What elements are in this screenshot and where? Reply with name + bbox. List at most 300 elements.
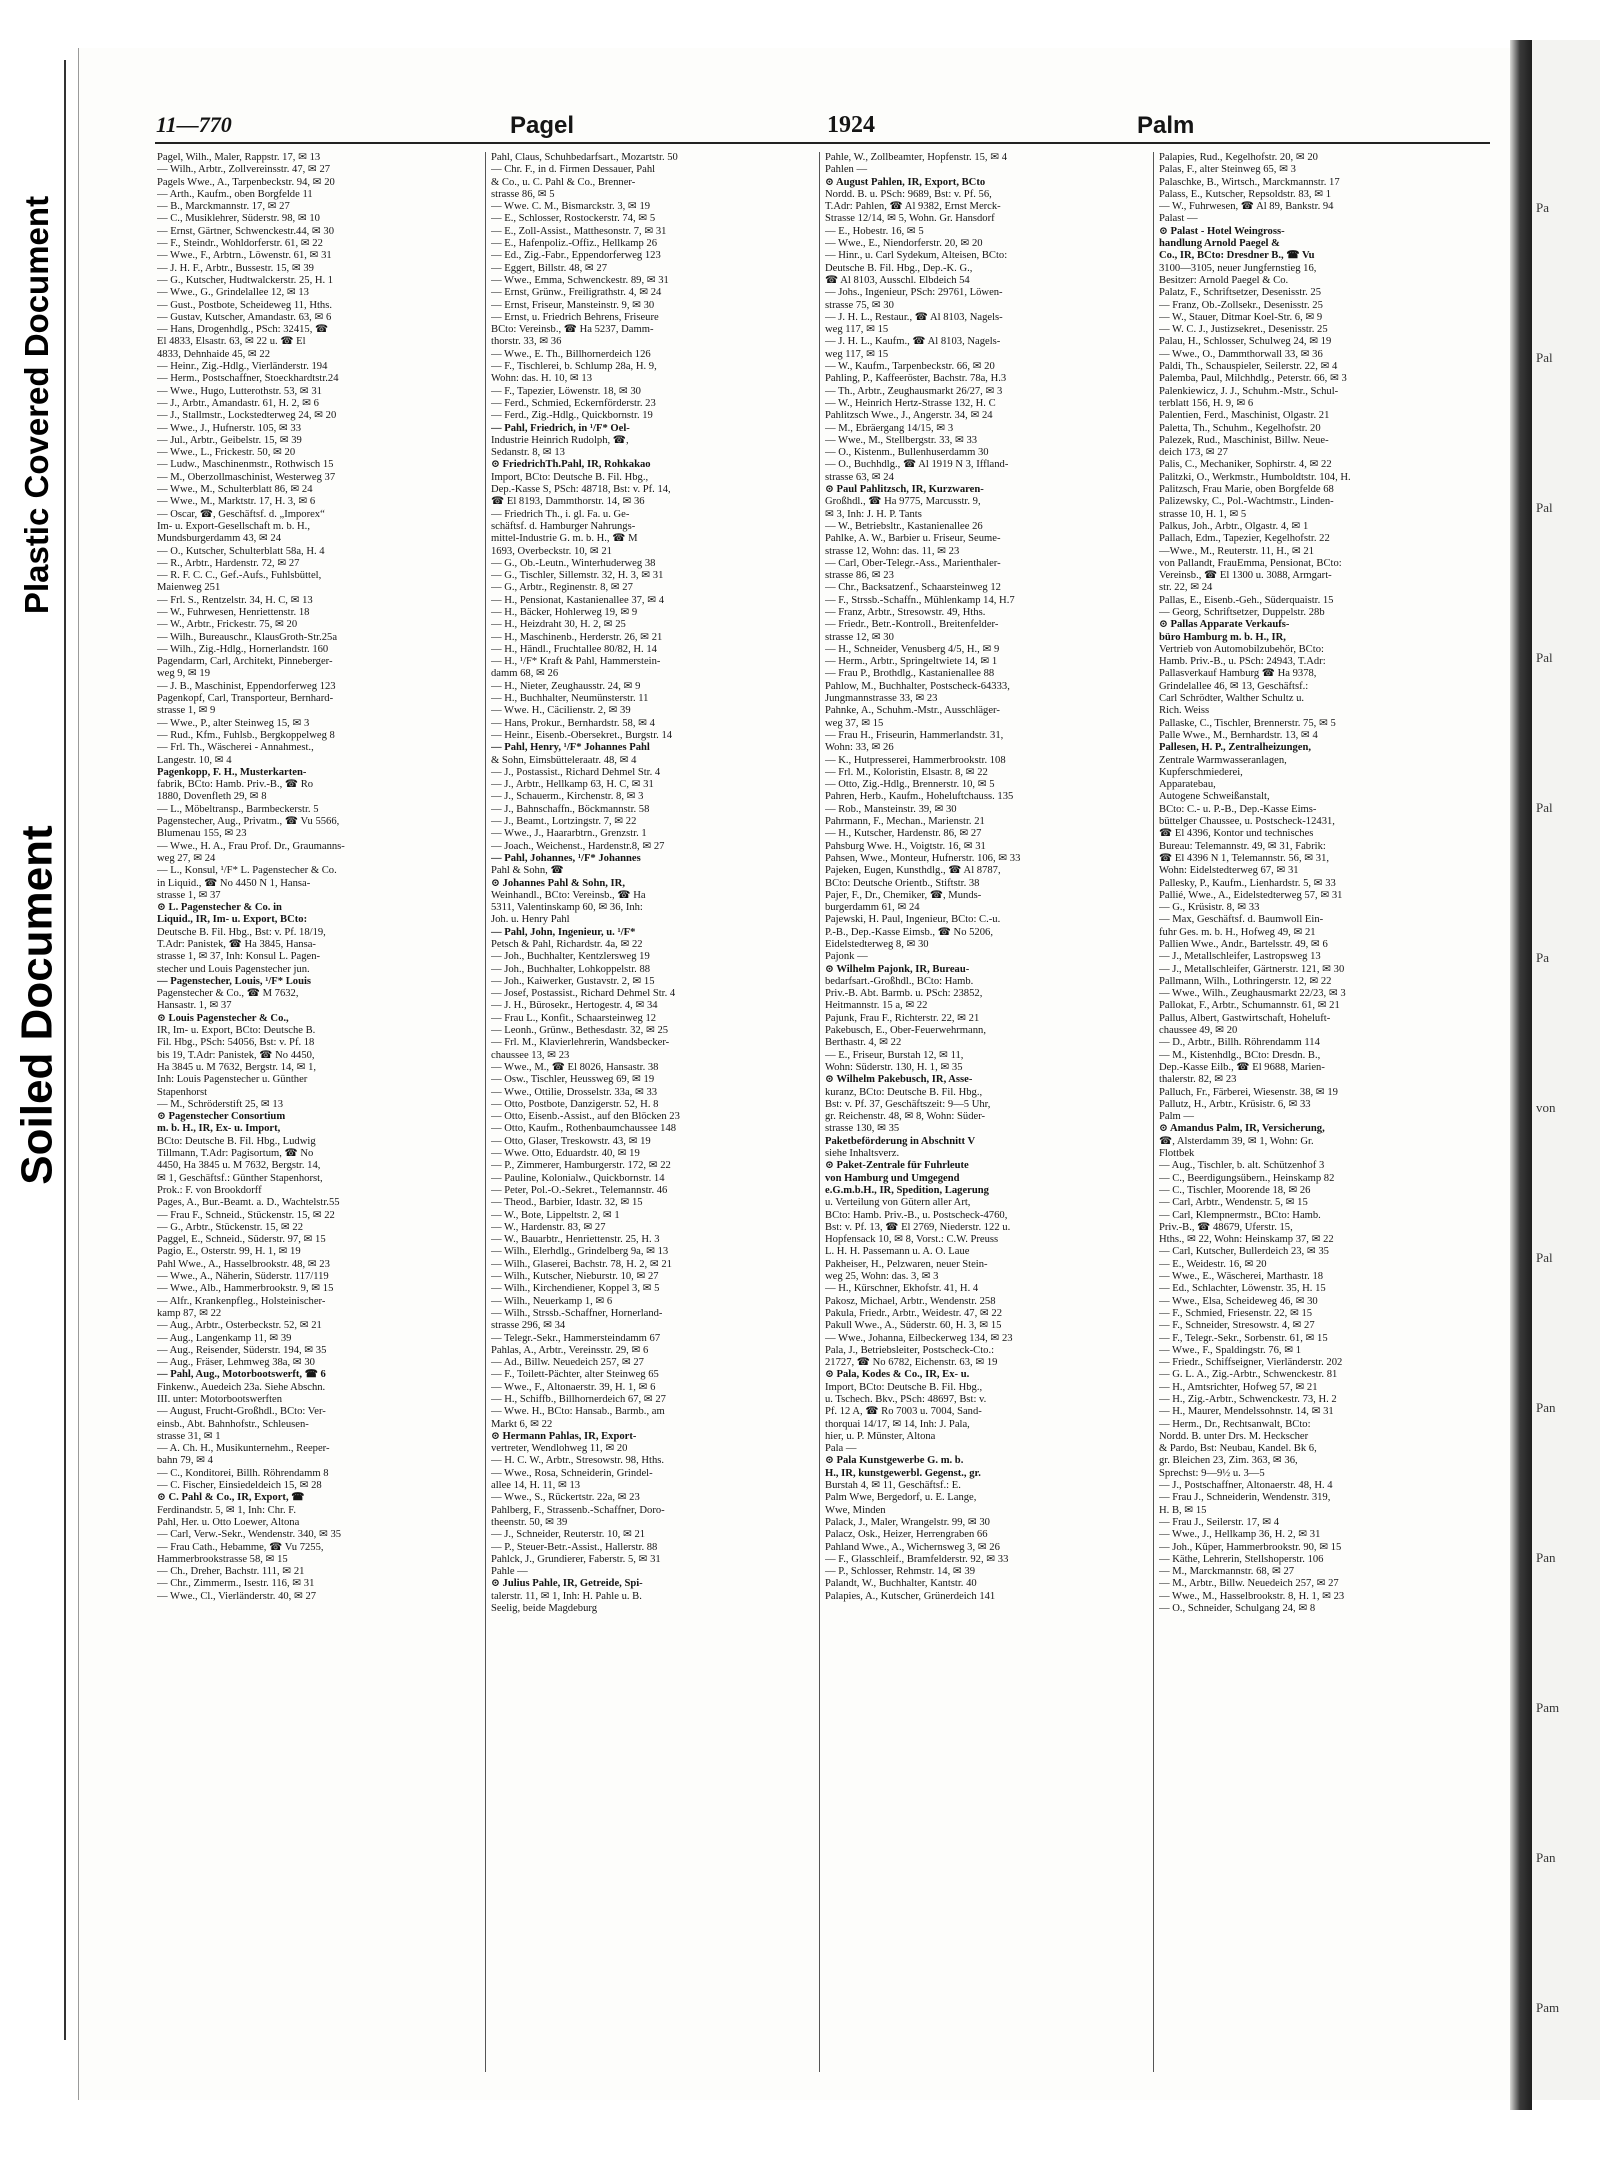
directory-entry: ⊙ Julius Pahle, IR, Getreide, Spi-	[491, 1578, 643, 1590]
directory-entry: — Wwe. H., Cäcilienstr. 2, ✉ 39	[491, 705, 631, 717]
directory-entry: — F., Glasschleif., Bramfelderstr. 92, ✉ 33	[825, 1553, 1009, 1565]
directory-entry: — Frau P., Brothdlg., Kastanienallee 88	[825, 668, 995, 680]
directory-entry: BCto: Deutsche B. Fil. Hbg., Ludwig	[157, 1135, 316, 1147]
directory-entry: — J., Schneider, Reuterstr. 10, ✉ 21	[491, 1529, 646, 1541]
directory-entry: — Friedrich Th., i. gl. Fa. u. Ge-	[491, 508, 630, 520]
directory-entry: Flottbek	[1159, 1148, 1195, 1160]
directory-entry: — Wilh., Zig.-Hdlg., Hornerlandstr. 160	[157, 643, 329, 655]
directory-entry: weg 9, ✉ 19	[157, 668, 211, 680]
directory-entry: — Pahl, Johannes, ¹/F* Johannes	[491, 852, 641, 864]
directory-entry: — F., Steindr., Wohldorferstr. 61, ✉ 22	[157, 238, 323, 250]
directory-entry: — Pauline, Kolonialw., Quickbornstr. 14	[491, 1172, 665, 1184]
directory-entry: H. B, ✉ 15	[1159, 1504, 1207, 1516]
directory-entry: Palm Wwe, Bergedorf, u. E. Lange,	[825, 1492, 977, 1504]
directory-entry: Pallié, Wwe., A., Eidelstedterweg 57, ✉ 31	[1159, 889, 1343, 901]
directory-entry: Pahling, P., Kaffeeröster, Bachstr. 78a, H.3	[825, 373, 1007, 385]
directory-entry: Hamb. Priv.-B., u. PSch: 24943, T.Adr:	[1159, 656, 1326, 668]
directory-entry: — G., Arbtr., Stückenstr. 15, ✉ 22	[157, 1221, 304, 1233]
directory-entry: El 4833, Elsastr. 63, ✉ 22 u. ☎ El	[157, 336, 306, 348]
directory-entry: ⊙ Wilhelm Pajonk, IR, Bureau-	[825, 963, 970, 975]
page-header	[72, 112, 1600, 152]
column-divider	[485, 152, 486, 2072]
directory-entry: Pahnke, A., Schuhm.-Mstr., Ausschläger-	[825, 705, 1000, 717]
facing-page-fragment: Pal	[1536, 350, 1553, 365]
directory-entry: — Pagenstecher, Louis, ¹/F* Louis	[157, 975, 312, 987]
directory-entry: — Frau Cath., Hebamme, ☎ Vu 7255,	[157, 1541, 324, 1553]
directory-entry: Wohn: Süderstr. 130, H. 1, ✉ 35	[825, 1061, 963, 1073]
directory-entry: weg 25, Wohn: das. 3, ✉ 3	[825, 1271, 939, 1283]
directory-entry: — Th., Arbtr., Zeughausmarkt 26/27, ✉ 3	[825, 385, 1003, 397]
directory-entry: Palis, C., Mechaniker, Sophirstr. 4, ✉ 22	[1159, 459, 1332, 471]
directory-entry: — H., Pensionat, Kastanienallee 37, ✉ 4	[491, 594, 665, 606]
directory-entry: — Käthe, Lehrerin, Stellshoperstr. 106	[1159, 1553, 1324, 1565]
directory-entry: T.Adr: Pahlen, ☎ Al 9382, Ernst Merck-	[825, 201, 1001, 213]
directory-entry: — Aug., Langenkamp 11, ✉ 39	[157, 1332, 292, 1344]
directory-entry: ☎ El 8193, Dammthorstr. 14, ✉ 36	[491, 496, 645, 508]
directory-entry: — Wilh., Strssb.-Schaffner, Hornerland-	[491, 1307, 663, 1319]
directory-entry: Grindelallee 46, ✉ 13, Geschäftsf.:	[1159, 680, 1309, 692]
directory-entry: — Wwe., F., Arbtrn., Löwenstr. 61, ✉ 31	[157, 250, 332, 262]
directory-entry: — H., Maurer, Mendelssohnstr. 14, ✉ 31	[1159, 1406, 1334, 1418]
directory-entry: Fil. Hbg., PSch: 54056, Bst: v. Pf. 18	[157, 1037, 315, 1049]
directory-entry: Pahl, Claus, Schuhbedarfsart., Mozartstr. 50	[491, 152, 678, 163]
directory-entry: — H., Maschinenb., Herderstr. 26, ✉ 21	[491, 631, 663, 643]
directory-entry: Pahren, Herb., Kaufm., Hoheluftchauss. 135	[825, 791, 1014, 803]
directory-entry: ⊙ C. Pahl & Co., IR, Export, ☎	[157, 1492, 305, 1504]
directory-entry: — Wwe., P., alter Steinweg 15, ✉ 3	[157, 717, 310, 729]
directory-entry: — Friedr., Betr.-Kontroll., Breitenfelder-	[825, 619, 999, 631]
directory-entry: kamp 87, ✉ 22	[157, 1307, 222, 1319]
directory-entry: — G., Krüsistr. 8, ✉ 33	[1159, 902, 1260, 914]
directory-entry: — Ch., Dreher, Bachstr. 111, ✉ 21	[157, 1566, 305, 1578]
directory-entry: — Heinr., Eisenb.-Obersekret., Burgstr. 14	[491, 729, 673, 741]
directory-entry: Pagenstecher, Aug., Privatm., ☎ Vu 5566,	[157, 816, 340, 828]
directory-entry: strasse 12, Wohn: das. 11, ✉ 23	[825, 545, 960, 557]
directory-entry: — W., Bauarbtr., Henriettenstr. 25, H. 3	[491, 1234, 660, 1246]
directory-entry: 5311, Valentinskamp 60, ✉ 36, Inh:	[491, 902, 643, 914]
directory-entry: bahn 79, ✉ 4	[157, 1455, 213, 1467]
directory-entry: 1880, Dovenfleth 29, ✉ 8	[157, 791, 267, 803]
directory-entry: — Peter, Pol.-O.-Sekret., Telemannstr. 46	[491, 1184, 668, 1196]
directory-entry: 21727, ☎ No 6782, Eichenstr. 63, ✉ 19	[825, 1357, 998, 1369]
directory-entry: — Osw., Tischler, Heussweg 69, ✉ 19	[491, 1074, 655, 1086]
directory-entry: Pagenkopf, Carl, Transporteur, Bernhard-	[157, 693, 334, 705]
directory-entry: fabrik, BCto: Hamb. Priv.-B., ☎ Ro	[157, 779, 314, 791]
directory-entry: Pagel, Wilh., Maler, Rappstr. 17, ✉ 13	[157, 152, 321, 163]
directory-entry: — J. H., Bürosekr., Hertogestr. 4, ✉ 34	[491, 1000, 658, 1012]
directory-entry: — G., Tischler, Sillemstr. 32, H. 3, ✉ 31	[491, 570, 664, 582]
directory-entry: — Leonh., Grünw., Bethesdastr. 32, ✉ 25	[491, 1025, 669, 1037]
directory-entry: Pakula, Friedr., Arbtr., Weidestr. 47, ✉ 22	[825, 1307, 1003, 1319]
directory-entry: Palkus, Joh., Arbtr., Olgastr. 4, ✉ 1	[1159, 520, 1309, 532]
directory-entry: — Wwe., J., Hufnerstr. 105, ✉ 33	[157, 422, 302, 434]
facing-page-fragment: Pa	[1536, 950, 1549, 965]
directory-entry: — Aug., Reisender, Süderstr. 194, ✉ 35	[157, 1344, 327, 1356]
directory-entry: — J., Metallschleifer, Gärtnerstr. 121, ✉ 30	[1159, 963, 1345, 975]
directory-entry: weg 37, ✉ 15	[825, 717, 884, 729]
directory-entry: — Alfr., Krankenpfleg., Holsteinischer-	[157, 1295, 326, 1307]
directory-entry: — Ernst, Friseur, Mansteinstr. 9, ✉ 30	[491, 299, 655, 311]
directory-entry: — Otto, Zig.-Hdlg., Brennerstr. 10, ✉ 5	[825, 779, 995, 791]
directory-entry: — Chr. F., in d. Firmen Dessauer, Pahl	[491, 164, 656, 176]
directory-entry: — H., Heizdraht 30, H. 2, ✉ 25	[491, 619, 626, 631]
directory-entry: Palau, H., Schlosser, Schulweg 24, ✉ 19	[1159, 336, 1332, 348]
directory-entry: siehe Inhaltsverz.	[825, 1148, 900, 1160]
directory-entry: BCto: C.- u. P.-B., Dep.-Kasse Eims-	[1159, 803, 1317, 815]
directory-entry: Pagenstecher & Co., ☎ M 7632,	[157, 988, 299, 1000]
directory-column-3	[825, 152, 1147, 2072]
directory-entry: H., IR, kunstgewerbl. Gegenst., gr.	[825, 1467, 981, 1479]
directory-entry: — H., ¹/F* Kraft & Pahl, Hammerstein-	[491, 656, 661, 668]
directory-entry: Pajer, F., Dr., Chemiker, ☎, Munds-	[825, 889, 982, 901]
directory-entry: & Sohn, Eimsbütteleraatr. 48, ✉ 4	[491, 754, 637, 766]
page-number: 11—770	[156, 112, 232, 137]
directory-entry: Palluch, Fr., Färberei, Wiesenstr. 38, ✉ 19	[1159, 1086, 1338, 1098]
directory-entry: — Arth., Kaufm., oben Borgfelde 11	[157, 188, 313, 200]
directory-entry: — H., Zig.-Arbtr., Schwenckestr. 73, H. 2	[1159, 1393, 1337, 1405]
directory-entry: büro Hamburg m. b. H., IR,	[1159, 631, 1286, 643]
directory-entry: — Wwe., Ottilie, Drosselstr. 33a, ✉ 33	[491, 1086, 658, 1098]
directory-entry: Pallien Wwe., Andr., Bartelsstr. 49, ✉ 6	[1159, 939, 1328, 950]
directory-entry: hier, u. P. Münster, Altona	[825, 1430, 936, 1442]
directory-entry: — Carl, Verw.-Sekr., Wendenstr. 340, ✉ 35	[157, 1529, 342, 1541]
directory-entry: Autogene Schweißanstalt,	[1159, 791, 1270, 803]
directory-entry: — J., Metallschleifer, Lastropsweg 13	[1159, 951, 1321, 963]
directory-entry: Tillmann, T.Adr: Pagisortum, ☎ No	[157, 1148, 314, 1160]
directory-entry: Apparatebau,	[1159, 779, 1216, 791]
directory-entry: Hths., ✉ 22, Wohn: Heinskamp 37, ✉ 22	[1159, 1234, 1334, 1246]
directory-entry: Finkenw., Auedeich 23a. Siehe Abschn.	[157, 1381, 326, 1393]
directory-entry: — L., Konsul, ¹/F* L. Pagenstecher & Co.	[157, 865, 337, 877]
directory-entry: — F., Toilett-Pächter, alter Steinweg 65	[491, 1369, 659, 1381]
directory-entry: — Wwe., Alb., Hammerbrookstr. 9, ✉ 15	[157, 1283, 334, 1295]
directory-entry: — Otto, Glaser, Treskowstr. 43, ✉ 19	[491, 1135, 651, 1147]
directory-entry: — Theod., Barbier, Idastr. 32, ✉ 15	[491, 1197, 643, 1209]
directory-entry: — J., Arbtr., Amandastr. 61, H. 2, ✉ 6	[157, 397, 319, 409]
directory-entry: — Hans, Prokur., Bernhardstr. 58, ✉ 4	[491, 717, 655, 729]
directory-entry: Bureau: Telemannstr. 49, ✉ 31, Fabrik:	[1159, 840, 1326, 852]
facing-page-fragment: Pam	[1536, 1700, 1560, 1715]
facing-page-fragment: Pal	[1536, 800, 1553, 815]
directory-entry: — L., Möbeltransp., Barmbeckerstr. 5	[157, 803, 319, 815]
directory-entry: — Pahl, Henry, ¹/F* Johannes Pahl	[491, 742, 650, 754]
directory-entry: — J. H. F., Arbtr., Bussestr. 15, ✉ 39	[157, 262, 314, 274]
directory-entry: — C., Musiklehrer, Süderstr. 98, ✉ 10	[157, 213, 320, 225]
directory-entry: Berthastr. 4, ✉ 22	[825, 1037, 902, 1049]
directory-entry: — H., Kutscher, Hardenstr. 86, ✉ 27	[825, 828, 982, 840]
directory-entry: — J., Postschaffner, Altonaerstr. 48, H. 4	[1159, 1480, 1333, 1492]
directory-entry: — M., Ebräergang 14/15, ✉ 3	[825, 422, 954, 434]
directory-entry: strasse 130, ✉ 35	[825, 1123, 900, 1135]
directory-entry: — Georg, Schriftsetzer, Duppelstr. 28b	[1159, 606, 1325, 618]
directory-entry: gr. Bleichen 23, Zim. 363, ✉ 36,	[1159, 1455, 1298, 1467]
directory-entry: strasse 75, ✉ 30	[825, 299, 894, 311]
directory-entry: Wohn: das. H. 10, ✉ 13	[491, 373, 593, 385]
directory-entry: Palass, E., Kutscher, Repsoldstr. 83, ✉ 1	[1159, 188, 1332, 200]
directory-entry: — Wilh., Neuerkamp 1, ✉ 6	[491, 1295, 613, 1307]
directory-entry: theenstr. 50, ✉ 39	[491, 1516, 568, 1528]
directory-entry: Pahland Wwe., A., Wichernsweg 3, ✉ 26	[825, 1541, 1000, 1553]
directory-entry: strasse 86, ✉ 5	[491, 188, 555, 200]
directory-entry: Pahlow, M., Buchhalter, Postscheck-64333,	[825, 680, 1010, 692]
directory-entry: ☎ El 4396, Kontor und technisches	[1159, 828, 1314, 840]
directory-entry: — Wwe., M., Marktstr. 17, H. 3, ✉ 6	[157, 496, 316, 508]
directory-entry: — Frau L., Konfit., Schaarsteinweg 12	[491, 1012, 657, 1024]
directory-entry: Pakosz, Michael, Arbtr., Wendenstr. 258	[825, 1295, 996, 1307]
directory-entry: — Wwe. C. M., Bismarckstr. 3, ✉ 19	[491, 201, 651, 213]
directory-entry: — Friedr., Schiffseigner, Vierländerstr. 202	[1159, 1357, 1343, 1369]
directory-entry: Hammerbrookstrasse 58, ✉ 15	[157, 1553, 288, 1565]
directory-entry: weg 27, ✉ 24	[157, 852, 216, 864]
directory-entry: Palapies, A., Kutscher, Grünerdeich 141	[825, 1590, 996, 1602]
directory-entry: — J., Arbtr., Hellkamp 63, H. C, ✉ 31	[491, 779, 654, 791]
directory-entry: IR, Im- u. Export, BCto: Deutsche B.	[157, 1025, 316, 1037]
directory-column-4	[1159, 152, 1485, 2072]
directory-entry: Prok.: F. von Brookdorff	[157, 1184, 262, 1196]
directory-entry: — M., Kistenhdlg., BCto: Dresdn. B.,	[1159, 1049, 1321, 1061]
directory-entry: BCto: Vereinsb., ☎ Ha 5237, Damm-	[491, 324, 654, 336]
directory-entry: — Pahl, John, Ingenieur, u. ¹/F*	[491, 926, 636, 938]
directory-entry: Rich. Weiss	[1159, 705, 1210, 717]
directory-entry: — D., Arbtr., Billh. Röhrendamm 114	[1159, 1037, 1320, 1049]
directory-entry: — Wwe., G., Grindelallee 12, ✉ 13	[157, 287, 309, 299]
directory-entry: ⊙ Wilhelm Pakebusch, IR, Asse-	[825, 1074, 973, 1086]
directory-entry: — Frl. M., Klavierlehrerin, Wandsbecker-	[491, 1037, 670, 1049]
directory-entry: — Herm., Dr., Rechtsanwalt, BCto:	[1159, 1418, 1311, 1430]
strip-divider	[64, 60, 66, 2040]
directory-entry: — J., Beamt., Lortzingstr. 7, ✉ 22	[491, 816, 637, 828]
directory-entry: & Co., u. C. Pahl & Co., Brenner-	[491, 176, 636, 188]
directory-entry: thorstr. 33, ✉ 36	[491, 336, 562, 348]
directory-entry: — H., Amtsrichter, Hofweg 57, ✉ 21	[1159, 1381, 1318, 1393]
directory-entry: — G., Arbtr., Reginenstr. 8, ✉ 27	[491, 582, 633, 594]
directory-entry: Im- u. Export-Gesellschaft m. b. H.,	[157, 520, 310, 532]
directory-entry: Deutsche B. Fil. Hbg., Dep.-K. G.,	[825, 262, 973, 274]
directory-entry: — Ferd., Schmied, Eckernförderstr. 23	[491, 397, 656, 409]
directory-entry: — Joh., Buchhalter, Lohkoppelstr. 88	[491, 963, 651, 975]
directory-entry: — Rob., Mansteinstr. 39, ✉ 30	[825, 803, 957, 815]
directory-entry: Pajunk, Frau F., Richterstr. 22, ✉ 21	[825, 1012, 980, 1024]
directory-entry: — E., Zoll-Assist., Matthesonstr. 7, ✉ 31	[491, 225, 667, 237]
directory-entry: Vereinsb., ☎ El 1300 u. 3088, Armgart-	[1159, 570, 1332, 582]
directory-entry: Priv.-B., ☎ 48679, Uferstr. 15,	[1159, 1221, 1293, 1233]
directory-entry: — Wwe., Emma, Schwenckestr. 89, ✉ 31	[491, 274, 669, 286]
directory-entry: stecher und Louis Pagenstecher jun.	[157, 963, 310, 975]
directory-entry: — Frl. Th., Wäscherei - Annahmest.,	[157, 742, 314, 754]
directory-entry: Palacz, Osk., Heizer, Herrengraben 66	[825, 1529, 988, 1541]
directory-entry: — Otto, Kaufm., Rothenbaumchaussee 148	[491, 1123, 677, 1135]
directory-entry: weg 117, ✉ 15	[825, 348, 889, 360]
directory-entry: — E., Weidestr. 16, ✉ 20	[1159, 1258, 1267, 1270]
directory-entry: — E., Friseur, Burstah 12, ✉ 11,	[825, 1049, 964, 1061]
directory-entry: Priv.-B. Abt. Barmb. u. PSch: 23852,	[825, 988, 983, 1000]
directory-entry: — Carl, Klempnermstr., BCto: Hamb.	[1159, 1209, 1321, 1221]
document-label-strip	[0, 0, 75, 2177]
directory-entry: Palitzki, O., Werkmstr., Humboldtstr. 104, H.	[1159, 471, 1351, 483]
directory-entry: — W., Kaufm., Tarpenbeckstr. 66, ✉ 20	[825, 361, 995, 373]
directory-entry: — C. Fischer, Einsiedeldeich 15, ✉ 28	[157, 1480, 322, 1492]
column-divider	[819, 152, 820, 2072]
directory-entry: gr. Reichenstr. 48, ✉ 8, Wohn: Süder-	[825, 1111, 986, 1123]
directory-entry: — Wilh., Kutscher, Nieburstr. 10, ✉ 27	[491, 1271, 659, 1283]
directory-entry: allee 14, H. 11, ✉ 13	[491, 1480, 581, 1492]
directory-entry: Pahl & Sohn, ☎	[491, 865, 564, 877]
directory-entry: Pakull Wwe., A., Süderstr. 60, H. 3, ✉ 15	[825, 1320, 1002, 1332]
directory-entry: Ferdinandstr. 5, ✉ 1, Inh: Chr. F.	[157, 1504, 296, 1516]
directory-entry: einsb., Abt. Bahnhofstr., Schleusen-	[157, 1418, 309, 1430]
directory-entry: u. Tschech. Bkv., PSch: 48697, Bst: v.	[825, 1393, 987, 1405]
directory-entry: BCto: Hamb. Priv.-B., u. Postscheck-4760,	[825, 1209, 1008, 1221]
directory-entry: Langestr. 10, ✉ 4	[157, 754, 232, 766]
directory-entry: — E., Hobestr. 16, ✉ 5	[825, 225, 924, 237]
directory-entry: Pallesky, P., Kaufm., Lienhardstr. 5, ✉ 33	[1159, 877, 1336, 889]
directory-entry: — Hans, Drogenhdlg., PSch: 32415, ☎	[157, 324, 329, 336]
directory-entry: Co., IR, BCto: Dresdner B., ☎ Vu	[1159, 250, 1315, 262]
directory-entry: Nordd. B. unter Drs. M. Heckscher	[1159, 1430, 1309, 1442]
directory-entry: — Wwe., E. Th., Billhornerdeich 126	[491, 348, 651, 360]
directory-entry: — C., Beerdigungsübern., Heinskamp 82	[1159, 1172, 1335, 1184]
directory-entry: ⊙ Pallas Apparate Verkaufs-	[1159, 619, 1290, 631]
directory-entry: Paldi, Th., Schauspieler, Seilerstr. 22, ✉ 4	[1159, 361, 1338, 373]
directory-entry: Deutsche B. Fil. Hbg., Bst: v. Pf. 18/19,	[157, 926, 326, 938]
directory-entry: strasse 12, ✉ 30	[825, 631, 894, 643]
directory-entry: —Wwe., M., Reuterstr. 11, H., ✉ 21	[1159, 545, 1315, 557]
directory-entry: Palast —	[1159, 213, 1198, 225]
directory-entry: — W., Arbtr., Frickestr. 75, ✉ 20	[157, 619, 298, 631]
directory-entry: — Joh., Buchhalter, Kentzlersweg 19	[491, 951, 650, 963]
directory-entry: Pallokat, F., Arbtr., Schumannstr. 61, ✉ 21	[1159, 1000, 1340, 1012]
directory-entry: chaussee 13, ✉ 23	[491, 1049, 570, 1061]
directory-entry: Sedanstr. 8, ✉ 13	[491, 447, 565, 459]
directory-entry: Pagenkopp, F. H., Musterkarten-	[157, 766, 307, 778]
directory-entry: — P., Schlosser, Rehmstr. 14, ✉ 39	[825, 1566, 976, 1578]
directory-entry: Palitzsch, Frau Marie, oben Borgfelde 68	[1159, 484, 1334, 496]
directory-entry: — H., Bäcker, Hohlerweg 19, ✉ 9	[491, 606, 638, 618]
directory-entry: Ha 3845 u. M 7632, Bergstr. 14, ✉ 1,	[157, 1061, 317, 1073]
directory-entry: handlung Arnold Paegel &	[1159, 238, 1280, 250]
directory-entry: — Chr., Zimmerm., Isestr. 116, ✉ 31	[157, 1578, 315, 1590]
directory-entry: Palack, J., Maler, Wrangelstr. 99, ✉ 30	[825, 1516, 990, 1528]
directory-entry: — Joh., Kaiwerker, Gustavstr. 2, ✉ 15	[491, 975, 655, 987]
directory-entry: ⊙ FriedrichTh.Pahl, IR, Rohkakao	[491, 459, 651, 471]
directory-entry: Inh: Louis Pagenstecher u. Günther	[157, 1074, 308, 1086]
facing-page-fragment: Pa	[1536, 200, 1549, 215]
facing-page-fragment: Pam	[1536, 2000, 1560, 2015]
directory-entry: Pahlas, A., Arbtr., Vereinsstr. 29, ✉ 6	[491, 1344, 649, 1356]
directory-entry: mittel-Industrie G. m. b. H., ☎ M	[491, 533, 638, 545]
directory-entry: Weinhandl., BCto: Vereinsb., ☎ Ha	[491, 889, 646, 901]
directory-entry: — August, Frucht-Großhdl., BCto: Ver-	[157, 1406, 326, 1418]
directory-entry: — Wilh., Kirchendiener, Koppel 3, ✉ 5	[491, 1283, 660, 1295]
plastic-covered-label: Plastic Covered Document	[18, 195, 56, 615]
directory-entry: in Liquid., ☎ No 4450 N 1, Hansa-	[157, 877, 311, 889]
directory-entry: — Gust., Postbote, Scheideweg 11, Hths.	[157, 299, 332, 311]
directory-entry: — K., Hutpresserei, Hammerbrookstr. 108	[825, 754, 1006, 766]
directory-entry: Palandt, W., Buchhalter, Kantstr. 40	[825, 1578, 977, 1590]
directory-entry: ⊙ Pala, Kodes & Co., IR, Ex- u.	[825, 1369, 970, 1381]
directory-entry: m. b. H., IR, Ex- u. Import,	[157, 1123, 281, 1135]
directory-entry: — Wilh., Elerhdlg., Grindelberg 9a, ✉ 13	[491, 1246, 669, 1258]
directory-entry: — Eggert, Billstr. 48, ✉ 27	[491, 262, 607, 274]
directory-entry: — R. F. C. C., Gef.-Aufs., Fuhlsbüttel,	[157, 570, 322, 582]
directory-entry: — Franz, Arbtr., Stresowstr. 49, Hths.	[825, 606, 986, 618]
directory-entry: vertreter, Wendlohweg 11, ✉ 20	[491, 1443, 628, 1455]
directory-entry: burgerdamm 61, ✉ 24	[825, 902, 920, 914]
directory-entry: — Aug., Tischler, b. alt. Schützenhof 3	[1159, 1160, 1325, 1172]
directory-entry: Pahlen —	[825, 164, 868, 176]
directory-entry: — Gustav, Kutscher, Amandastr. 63, ✉ 6	[157, 311, 332, 323]
directory-entry: — W. C. J., Justizsekret., Desenisstr. 25	[1159, 324, 1328, 336]
directory-entry: — Ad., Billw. Neuedeich 257, ✉ 27	[491, 1357, 644, 1369]
directory-entry: — Heinr., Zig.-Hdlg., Vierländerstr. 194	[157, 361, 328, 373]
directory-entry: — Frl. S., Rentzelstr. 34, H. C, ✉ 13	[157, 594, 313, 606]
directory-entry: — Ed., Schlachter, Löwenstr. 35, H. 15	[1159, 1283, 1326, 1295]
directory-entry: Pahlck, J., Grundierer, Faberstr. 5, ✉ 31	[491, 1553, 661, 1565]
directory-entry: Heitmannstr. 15 a, ✉ 22	[825, 1000, 928, 1012]
directory-entry: — Wwe. H., BCto: Hansab., Barmb., am	[491, 1406, 665, 1418]
directory-entry: — Herm., Postschaffner, Stoeckhardtstr.24	[157, 373, 339, 385]
directory-entry: Palapies, Rud., Kegelhofstr. 20, ✉ 20	[1159, 152, 1318, 163]
directory-entry: ⊙ Paul Pahlitzsch, IR, Kurzwaren-	[825, 484, 984, 496]
directory-entry: — W., Fuhrwesen, Henriettenstr. 18	[157, 606, 310, 618]
directory-entry: Pahlberg, F., Strassenb.-Schaffner, Doro-	[491, 1504, 665, 1516]
directory-entry: — Wwe., Hugo, Lutterothstr. 53, ✉ 31	[157, 385, 322, 397]
directory-entry: — Ernst, u. Friedrich Behrens, Friseure	[491, 311, 659, 323]
soiled-document-label: Soiled Document	[12, 825, 62, 1185]
directory-entry: Carl Schrödter, Walther Schultz u.	[1159, 693, 1305, 705]
directory-entry: Palle Wwe., M., Bernhardstr. 13, ✉ 4	[1159, 729, 1318, 741]
directory-entry: Pahsburg Wwe. H., Voigtstr. 16, ✉ 31	[825, 840, 986, 852]
facing-page-fragment: von	[1536, 1100, 1556, 1115]
directory-entry: — Carl, Kutscher, Bullerdeich 23, ✉ 35	[1159, 1246, 1329, 1258]
directory-entry: ✉ 3, Inh: J. H. P. Tants	[825, 508, 922, 520]
directory-entry: — Carl, Arbtr., Wendenstr. 5, ✉ 15	[1159, 1197, 1308, 1209]
directory-entry: ⊙ Pala Kunstgewerbe G. m. b.	[825, 1455, 964, 1467]
directory-entry: Import, BCto: Deutsche B. Fil. Hbg.,	[491, 471, 649, 483]
directory-entry: kuranz, BCto: Deutsche B. Fil. Hbg.,	[825, 1086, 983, 1098]
directory-entry: Pakheiser, H., Pelzwaren, neuer Stein-	[825, 1258, 988, 1270]
directory-entry: Pahl Wwe., A., Hasselbrookstr. 48, ✉ 23	[157, 1258, 330, 1270]
directory-entry: — C., Tischler, Moorende 18, ✉ 26	[1159, 1184, 1311, 1196]
directory-entry: Mundsburgerdamm 43, ✉ 24	[157, 533, 282, 545]
directory-entry: — O., Kistenm., Bullenhuserdamm 30	[825, 447, 989, 459]
directory-entry: — E., Hafenpoliz.-Offiz., Hellkamp 26	[491, 238, 658, 250]
directory-entry: von Pallandt, FrauEmma, Pensionat, BCto:	[1159, 557, 1342, 569]
directory-entry: Stapenhorst	[157, 1086, 208, 1098]
directory-entry: — P., Zimmerer, Hamburgerstr. 172, ✉ 22	[491, 1160, 671, 1172]
directory-entry: — Chr., Backsatzenf., Schaarsteinweg 12	[825, 582, 1001, 594]
directory-entry: — H., Schneider, Venusberg 4/5, H., ✉ 9	[825, 643, 1000, 655]
directory-entry: Pahlke, A. W., Barbier u. Friseur, Seume-	[825, 533, 1001, 545]
directory-entry: & Pardo, Bst: Neubau, Kandel. Bk 6,	[1159, 1443, 1317, 1455]
directory-entry: — G., Kutscher, Hudtwalckerstr. 25, H. 1	[157, 274, 334, 286]
header-rule	[155, 142, 1490, 144]
directory-entry: — G. L. A., Zig.-Arbtr., Schwenckestr. 81	[1159, 1369, 1338, 1381]
directory-entry: Wohn: Eidelstedterweg 67, ✉ 31	[1159, 865, 1299, 877]
directory-entry: — Ferd., Zig.-Hdlg., Quickbornstr. 19	[491, 410, 653, 422]
directory-entry: Palaschke, B., Wirtsch., Marckmannstr. 17	[1159, 176, 1340, 188]
directory-entry: — Wwe., M., Stellbergstr. 33, ✉ 33	[825, 434, 978, 446]
facing-page-fragment: Pal	[1536, 500, 1553, 515]
column-divider	[1153, 152, 1154, 2072]
directory-entry: — F., Schmied, Friesenstr. 22, ✉ 15	[1159, 1307, 1313, 1319]
directory-entry: ⊙ Johannes Pahl & Sohn, IR,	[491, 877, 625, 889]
directory-entry: — Wwe., Wilh., Zeughausmarkt 22/23, ✉ 3	[1159, 988, 1346, 1000]
directory-entry: — Max, Geschäftsf. d. Baumwoll Ein-	[1159, 914, 1324, 926]
directory-entry: Liquid., IR, Im- u. Export, BCto:	[157, 914, 308, 926]
directory-entry: P.-B., Dep.-Kasse Eimsb., ☎ No 5206,	[825, 926, 993, 938]
directory-entry: weg 117, ✉ 15	[825, 324, 889, 336]
